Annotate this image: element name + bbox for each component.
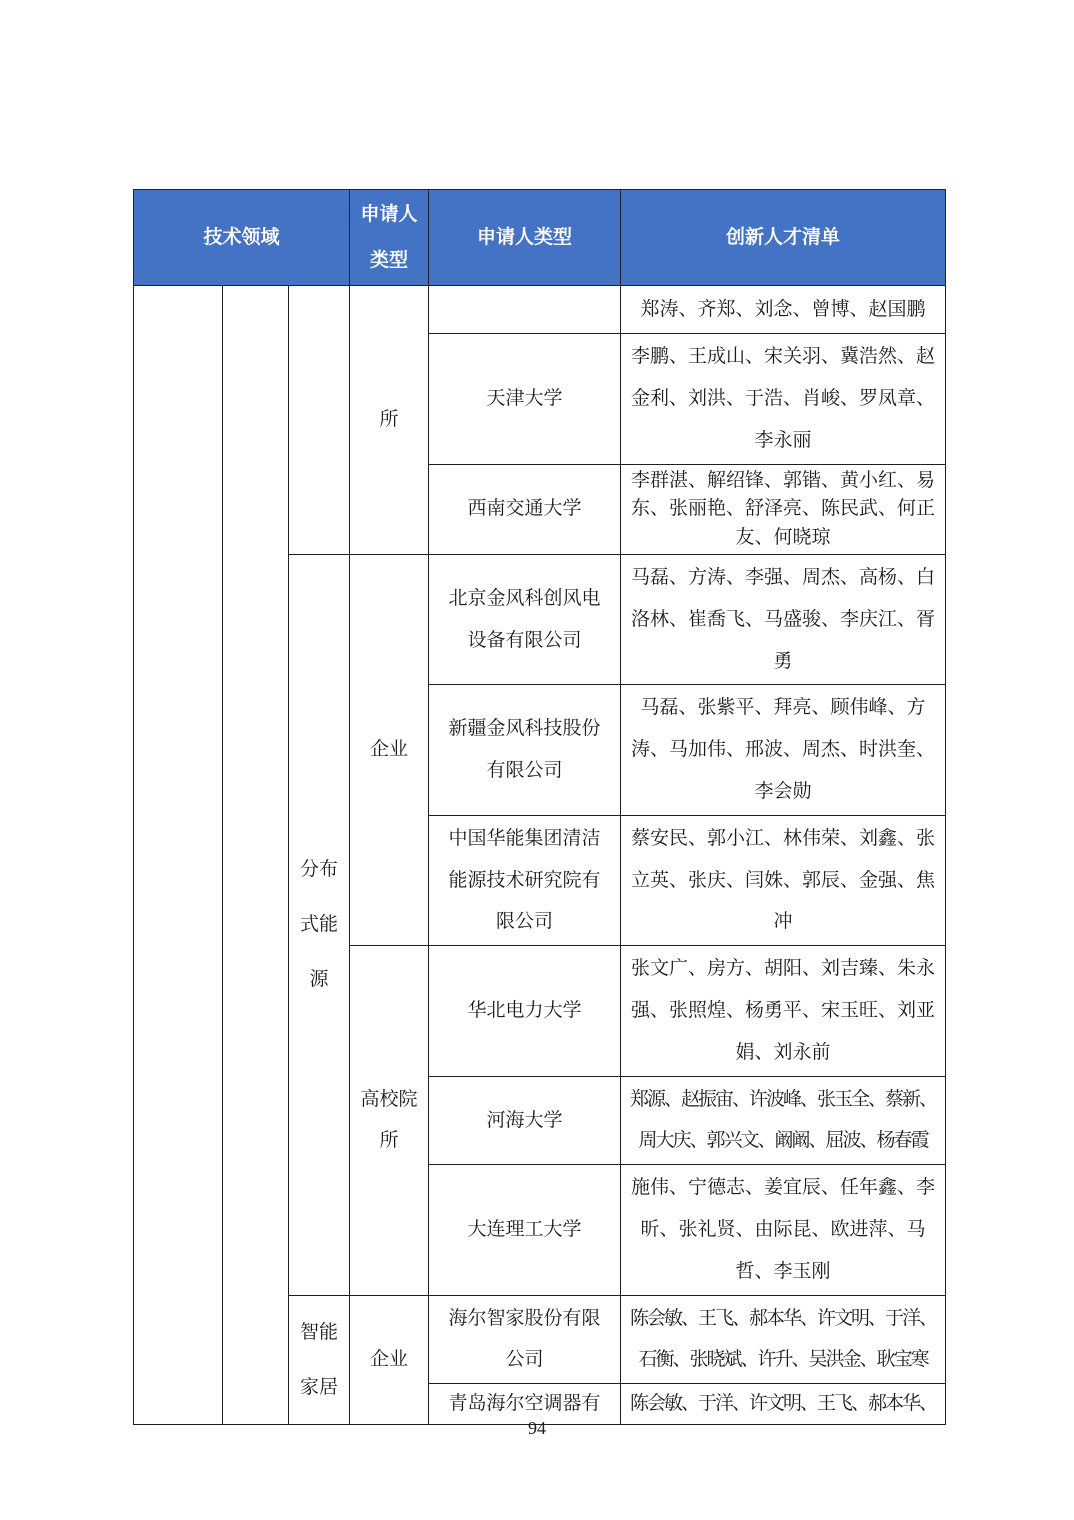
table-header-row [134, 190, 946, 286]
applicant-type-enterprise-cell-2: 企业 [350, 1295, 429, 1425]
talent-list-cell: 郑涛、齐郑、刘念、曾博、赵国鹏 [621, 286, 946, 334]
institution-cell: 海尔智家股份有限公司 [429, 1295, 621, 1384]
applicant-type-enterprise-cell: 企业 [350, 555, 429, 946]
header-talent-list: 创新人才清单 [621, 190, 946, 286]
institution-cell: 西南交通大学 [429, 464, 621, 555]
institution-cell: 中国华能集团清洁能源技术研究院有限公司 [429, 815, 621, 945]
applicant-type-university-cell: 高校院所 [350, 946, 429, 1295]
talent-list-cell: 李鹏、王成山、宋关羽、冀浩然、赵金利、刘洪、于浩、肖峻、罗凤章、李永丽 [621, 334, 946, 464]
institution-cell: 河海大学 [429, 1076, 621, 1165]
tech-domain-blank-cell [289, 286, 350, 555]
talent-list-cell: 陈会敏、于洋、许文明、王飞、郝本华、 [621, 1384, 946, 1425]
institution-cell: 华北电力大学 [429, 946, 621, 1076]
talent-list-cell: 陈会敏、王飞、郝本华、许文明、于洋、石衡、张晓斌、许升、吴洪金、耿宝寒 [621, 1295, 946, 1384]
talent-list-cell: 马磊、方涛、李强、周杰、高杨、白洛林、崔喬飞、马盛骏、李庆江、胥勇 [621, 555, 946, 685]
institution-cell: 天津大学 [429, 334, 621, 464]
header-applicant-type-sub: 申请人类型 [350, 190, 429, 286]
talent-list-cell: 施伟、宁德志、姜宜辰、任年鑫、李昕、张礼贤、由际昆、欧进萍、马哲、李玉刚 [621, 1165, 946, 1295]
tech-domain-col2-cell [223, 286, 289, 1425]
talent-list-cell: 李群湛、解绍锋、郭锴、黄小红、易东、张丽艳、舒泽亮、陈民武、何正友、何晓琼 [621, 464, 946, 555]
tech-domain-smart-home-cell: 智能家居 [289, 1295, 350, 1425]
tech-domain-distributed-energy-cell: 分布式能源 [289, 555, 350, 1296]
talent-list-cell: 张文广、房方、胡阳、刘吉臻、朱永强、张照煌、杨勇平、宋玉旺、刘亚娟、刘永前 [621, 946, 946, 1076]
page-number: 94 [528, 1418, 546, 1438]
institution-cell: 青岛海尔空调器有 [429, 1384, 621, 1425]
talent-list-cell: 郑源、赵振宙、许波峰、张玉全、蔡新、周大庆、郭兴文、阚阚、屈波、杨春霞 [621, 1076, 946, 1165]
tech-domain-col1-cell [134, 286, 223, 1425]
institution-cell [429, 286, 621, 334]
header-tech-domain: 技术领域 [134, 190, 350, 286]
applicant-type-suo-cell: 所 [350, 286, 429, 555]
talent-list-cell: 马磊、张紫平、拜亮、顾伟峰、方涛、马加伟、邢波、周杰、时洪奎、李会勋 [621, 685, 946, 815]
institution-cell: 大连理工大学 [429, 1165, 621, 1295]
talent-table [133, 189, 946, 1425]
institution-cell: 新疆金风科技股份有限公司 [429, 685, 621, 815]
header-applicant-type: 申请人类型 [429, 190, 621, 286]
institution-cell: 北京金风科创风电设备有限公司 [429, 555, 621, 685]
table-row [134, 286, 946, 334]
talent-list-cell: 蔡安民、郭小江、林伟荣、刘鑫、张立英、张庆、闫姝、郭辰、金强、焦冲 [621, 815, 946, 945]
